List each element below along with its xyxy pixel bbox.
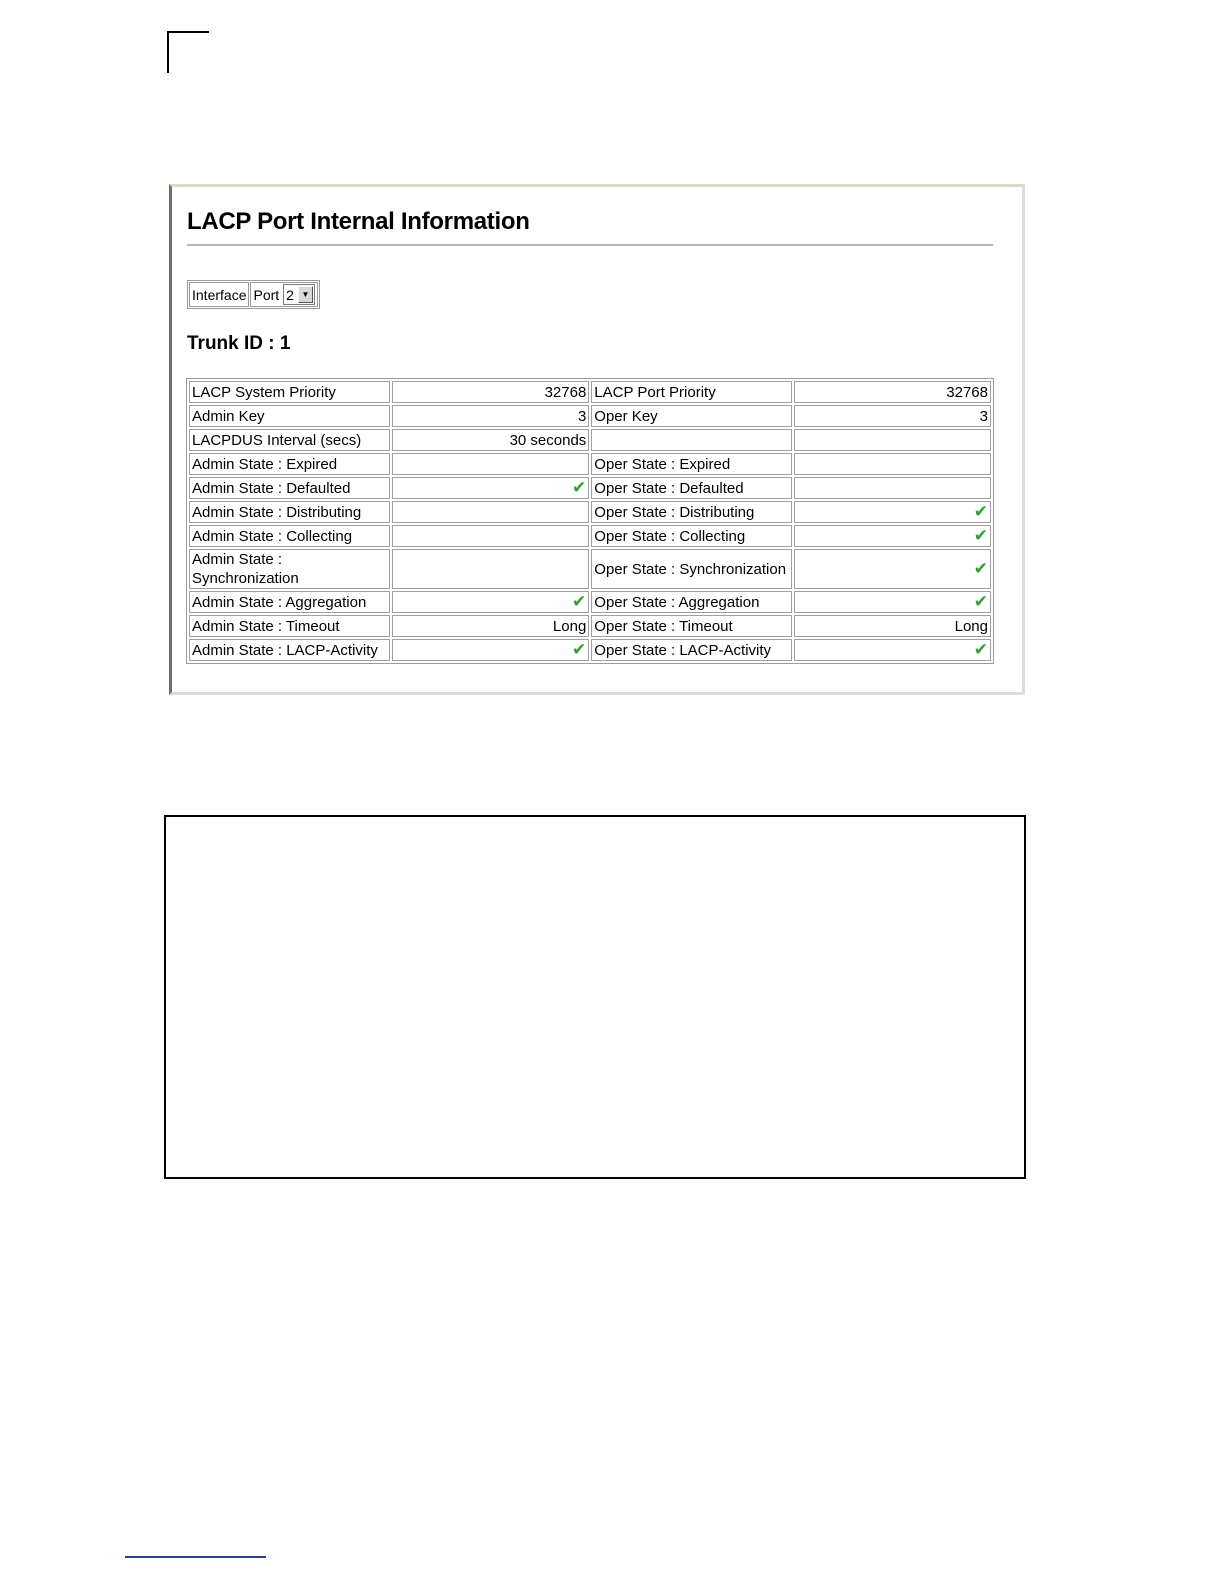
oper-label-cell (591, 477, 792, 499)
oper-value-cell (794, 501, 991, 523)
cell-text: 32768 (946, 383, 988, 401)
admin-value-cell (392, 405, 590, 427)
oper-label-cell (591, 381, 792, 403)
admin-label-cell (189, 615, 390, 637)
cell-text: LACP Port Priority (594, 383, 716, 401)
oper-value-cell (794, 381, 991, 403)
check-icon: ✔ (973, 640, 988, 659)
cell-text: LACP System Priority (192, 383, 336, 401)
port-label: Port (253, 286, 280, 303)
oper-label-cell (591, 501, 792, 523)
cell-text: Long (552, 617, 587, 635)
title-divider (187, 244, 993, 246)
cell-text: 32768 (544, 383, 587, 401)
oper-value-cell (794, 429, 991, 451)
table-row (189, 405, 991, 427)
admin-label-cell (189, 525, 390, 547)
footer-rule (125, 1556, 266, 1558)
oper-label-cell (591, 591, 792, 613)
admin-value-cell (392, 639, 590, 661)
admin-value-cell (392, 615, 590, 637)
oper-label-cell (591, 525, 792, 547)
oper-value-cell (794, 615, 991, 637)
oper-label-cell (591, 405, 792, 427)
check-icon: ✔ (572, 592, 587, 611)
check-icon: ✔ (973, 526, 988, 545)
cell-text: Admin State : Aggregation (192, 593, 367, 611)
admin-label-cell (189, 591, 390, 613)
oper-value-cell (794, 453, 991, 475)
admin-value-cell (392, 591, 590, 613)
table-row (189, 591, 991, 613)
cell-text: 30 seconds (509, 431, 587, 449)
table-row (189, 615, 991, 637)
admin-label-cell (189, 429, 390, 451)
cli-example-box (164, 815, 1026, 1179)
table-row (189, 639, 991, 661)
admin-label-cell (189, 381, 390, 403)
port-field (250, 282, 317, 307)
cell-text: Admin State : Synchronization (192, 551, 299, 587)
oper-value-cell (794, 639, 991, 661)
page-corner-mark (167, 31, 209, 73)
admin-label-cell (189, 501, 390, 523)
check-icon: ✔ (572, 478, 587, 497)
oper-value-cell (794, 477, 991, 499)
check-icon: ✔ (572, 640, 587, 659)
admin-value-cell (392, 381, 590, 403)
trunk-id-heading: Trunk ID : 1 (187, 333, 291, 354)
oper-label-cell (591, 639, 792, 661)
check-icon: ✔ (973, 592, 988, 611)
check-icon: ✔ (973, 502, 988, 521)
port-select[interactable] (283, 284, 315, 305)
oper-label-cell (591, 615, 792, 637)
oper-label-cell (591, 453, 792, 475)
cell-text: 3 (979, 407, 988, 425)
dropdown-arrow-icon[interactable]: ▼ (298, 286, 313, 303)
cell-text: Admin State : Defaulted (192, 479, 351, 497)
admin-label-cell (189, 453, 390, 475)
cell-text: Admin State : Collecting (192, 527, 353, 545)
cell-text: Oper State : Distributing (594, 503, 755, 521)
cell-text: LACPDUS Interval (secs) (192, 431, 362, 449)
cell-text: Long (954, 617, 988, 635)
cell-text: Oper Key (594, 407, 658, 425)
interface-selector (187, 280, 320, 309)
admin-label-cell (189, 549, 390, 589)
admin-value-cell (392, 477, 590, 499)
table-row (189, 477, 991, 499)
admin-value-cell (392, 453, 590, 475)
admin-value-cell (392, 429, 590, 451)
table-row (189, 453, 991, 475)
admin-label-cell (189, 405, 390, 427)
cell-text: Admin Key (192, 407, 265, 425)
admin-value-cell (392, 501, 590, 523)
oper-value-cell (794, 591, 991, 613)
cell-text: Oper State : Defaulted (594, 479, 744, 497)
oper-value-cell (794, 405, 991, 427)
table-row (189, 501, 991, 523)
oper-label-cell (591, 549, 792, 589)
cell-text: Admin State : Timeout (192, 617, 340, 635)
oper-value-cell (794, 525, 991, 547)
lacp-info-table (186, 378, 994, 664)
oper-label-cell (591, 429, 792, 451)
cell-text: Oper State : Aggregation (594, 593, 760, 611)
admin-value-cell (392, 549, 590, 589)
table-row (189, 549, 991, 589)
port-select-value: 2 (286, 286, 294, 303)
check-icon: ✔ (973, 559, 988, 578)
table-row (189, 525, 991, 547)
cell-text: Admin State : Distributing (192, 503, 362, 521)
lacp-port-internal-panel (169, 184, 1025, 695)
cell-text: Oper State : LACP-Activity (594, 641, 772, 659)
admin-label-cell (189, 477, 390, 499)
admin-label-cell (189, 639, 390, 661)
page-title: LACP Port Internal Information (187, 208, 530, 235)
table-row (189, 381, 991, 403)
cell-text: Oper State : Expired (594, 455, 731, 473)
table-row (189, 429, 991, 451)
interface-label: Interface (189, 282, 249, 307)
oper-value-cell (794, 549, 991, 589)
cell-text: Oper State : Timeout (594, 617, 733, 635)
cell-text: Oper State : Synchronization (594, 560, 787, 578)
admin-value-cell (392, 525, 590, 547)
cell-text: 3 (577, 407, 587, 425)
cell-text: Admin State : LACP-Activity (192, 641, 378, 659)
cell-text: Admin State : Expired (192, 455, 338, 473)
cell-text: Oper State : Collecting (594, 527, 746, 545)
